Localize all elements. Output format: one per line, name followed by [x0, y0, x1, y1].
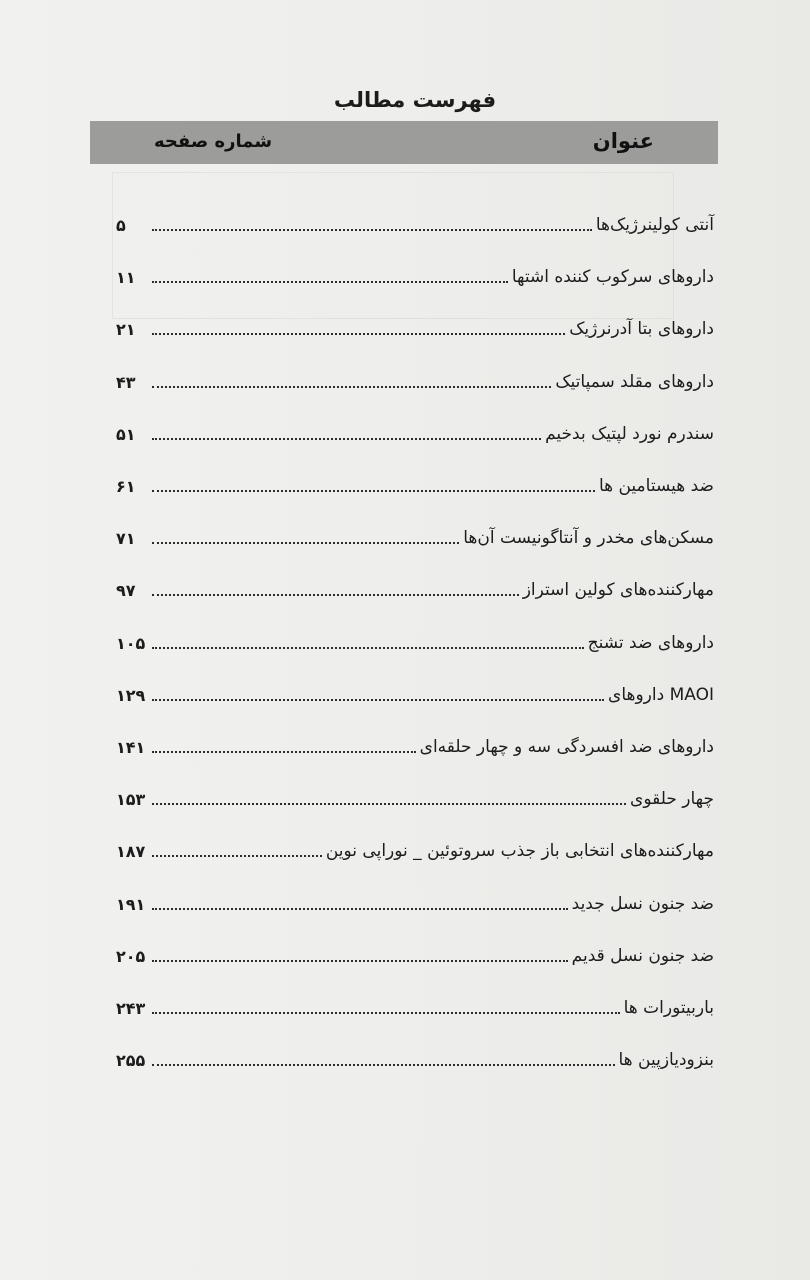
- toc-entry-page: ۲۴۳: [116, 999, 146, 1018]
- toc-entry-page: ۵: [116, 216, 126, 235]
- toc-entry: [116, 981, 714, 1017]
- toc-leader: [152, 332, 565, 335]
- toc-entry: [116, 616, 714, 652]
- toc-entry-page: ۱۲۹: [116, 685, 146, 705]
- toc-entry: [116, 302, 714, 338]
- toc-entry-title: ضد جنون نسل جدید: [571, 893, 714, 914]
- toc-entry-page: ۱۴۱: [116, 738, 146, 757]
- toc-leader: [152, 385, 551, 388]
- toc-leader: [152, 280, 508, 283]
- toc-entry-title: مهارکننده‌های انتخابی باز جذب سروتوئین _ نوراپی نوین: [325, 841, 714, 862]
- toc-leader: [152, 802, 626, 805]
- toc-entry-title: آنتی کولینرژیک‌ها: [595, 215, 714, 235]
- toc-entry-page: ۱۸۷: [116, 842, 146, 862]
- toc-leader: [152, 489, 595, 492]
- toc-entry: [116, 720, 714, 756]
- toc-entry-title: چهار حلقوی: [630, 789, 714, 810]
- toc-entry-title: داروهای ضد افسردگی سه و چهار حلقه‌ای: [419, 737, 714, 757]
- toc-leader: [152, 228, 592, 231]
- toc-leader: [152, 1063, 615, 1066]
- toc-entry-page: ۴۳: [116, 372, 136, 392]
- toc-entry: [116, 1033, 714, 1069]
- toc-entry: [116, 511, 714, 547]
- toc-entry-title: بنزودیازپین ها: [618, 1050, 714, 1071]
- toc-entry: [116, 459, 714, 495]
- toc-entry-title: MAOI داروهای: [608, 684, 714, 705]
- toc-entry: [116, 877, 714, 913]
- toc-leader: [152, 646, 584, 649]
- toc-entry-page: ۶۱: [116, 477, 136, 496]
- toc-entry: [116, 772, 714, 808]
- toc-entry-title: ضد هیستامین ها: [598, 476, 714, 496]
- toc-entry-title: مسکن‌های مخدر و آنتاگونیست آن‌ها: [463, 528, 714, 549]
- toc-entry-title: داروهای ضد تشنج: [587, 632, 714, 653]
- toc-entry: [116, 668, 714, 704]
- toc-entry-page: ۱۰۵: [116, 633, 146, 653]
- toc-leader: [152, 907, 568, 910]
- toc-leader: [152, 854, 322, 857]
- toc-entry-title: باربیتورات ها: [623, 998, 714, 1018]
- toc-entry-page: ۲۱: [116, 320, 136, 340]
- toc-entry: [116, 824, 714, 860]
- toc-title: فهرست مطالب: [333, 88, 497, 112]
- toc-entry-page: ۲۵۵: [116, 1051, 146, 1071]
- header-title-label: عنوان: [592, 129, 654, 153]
- toc-entry: [116, 929, 714, 965]
- toc-entry-page: ۱۵۳: [116, 790, 146, 810]
- toc-entry-title: داروهای بتا آدرنرژیک: [569, 319, 714, 340]
- toc-entry-title: ضد جنون نسل قدیم: [571, 945, 714, 966]
- toc-entry-page: ۷۱: [116, 529, 136, 549]
- toc-entry: [116, 250, 714, 286]
- toc-leader: [152, 750, 416, 753]
- toc-entry-page: ۵۱: [116, 424, 136, 444]
- toc-entry-page: ۲۰۵: [116, 946, 146, 966]
- toc-leader: [152, 698, 604, 701]
- toc-entry: [116, 407, 714, 443]
- toc-entry-title: مهارکننده‌های کولین استراز: [522, 580, 714, 601]
- toc-leader: [152, 593, 519, 596]
- toc-leader: [152, 541, 459, 544]
- header-page-label: شماره صفحه: [154, 131, 273, 152]
- toc-entry-page: ۹۷: [116, 581, 136, 601]
- toc-entry-title: داروهای مقلد سمپاتیک: [555, 371, 714, 392]
- toc-entry: [116, 355, 714, 391]
- toc-entry-page: ۱۹۱: [116, 894, 146, 914]
- toc-entry-title: داروهای سرکوب کننده اشتها: [511, 267, 714, 288]
- toc-leader: [152, 1011, 620, 1014]
- toc-entry-page: ۱۱: [116, 268, 136, 288]
- toc-entry: [116, 563, 714, 599]
- toc-entry: [116, 198, 714, 234]
- toc-entry-title: سندرم نورد لپتیک بدخیم: [545, 423, 714, 444]
- toc-leader: [152, 437, 541, 440]
- toc-leader: [152, 959, 568, 962]
